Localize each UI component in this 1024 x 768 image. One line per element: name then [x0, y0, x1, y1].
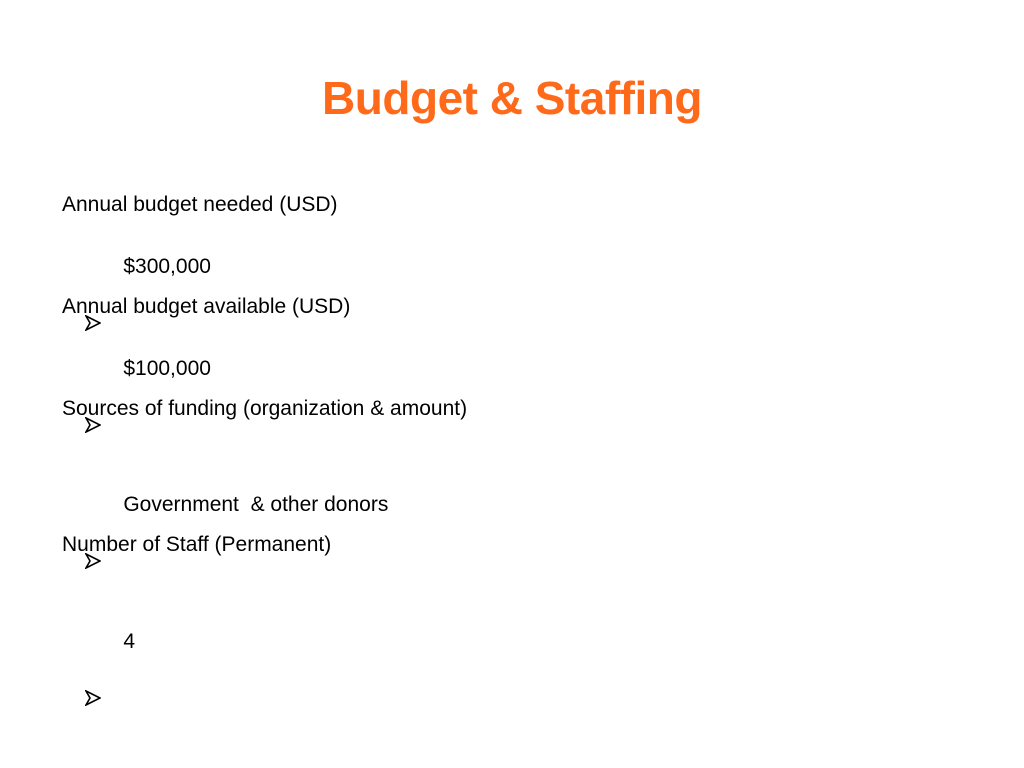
section-heading-funding-sources: Sources of funding (organization & amount) [62, 397, 468, 420]
section-heading-budget-needed: Annual budget needed (USD) [62, 193, 338, 216]
arrow-bullet-icon [85, 628, 123, 762]
section-heading-budget-available: Annual budget available (USD) [62, 295, 351, 318]
slide-title: Budget & Staffing [322, 72, 702, 124]
bullet-text-staff: 4 [123, 630, 136, 653]
bullet-text-budget-needed: $300,000 [123, 255, 211, 278]
section-heading-staff: Number of Staff (Permanent) [62, 533, 332, 556]
bullet-text-funding-sources: Government & other donors [123, 493, 389, 516]
bullet-text-budget-available: $100,000 [123, 357, 211, 380]
bullet-item-staff [62, 600, 135, 768]
